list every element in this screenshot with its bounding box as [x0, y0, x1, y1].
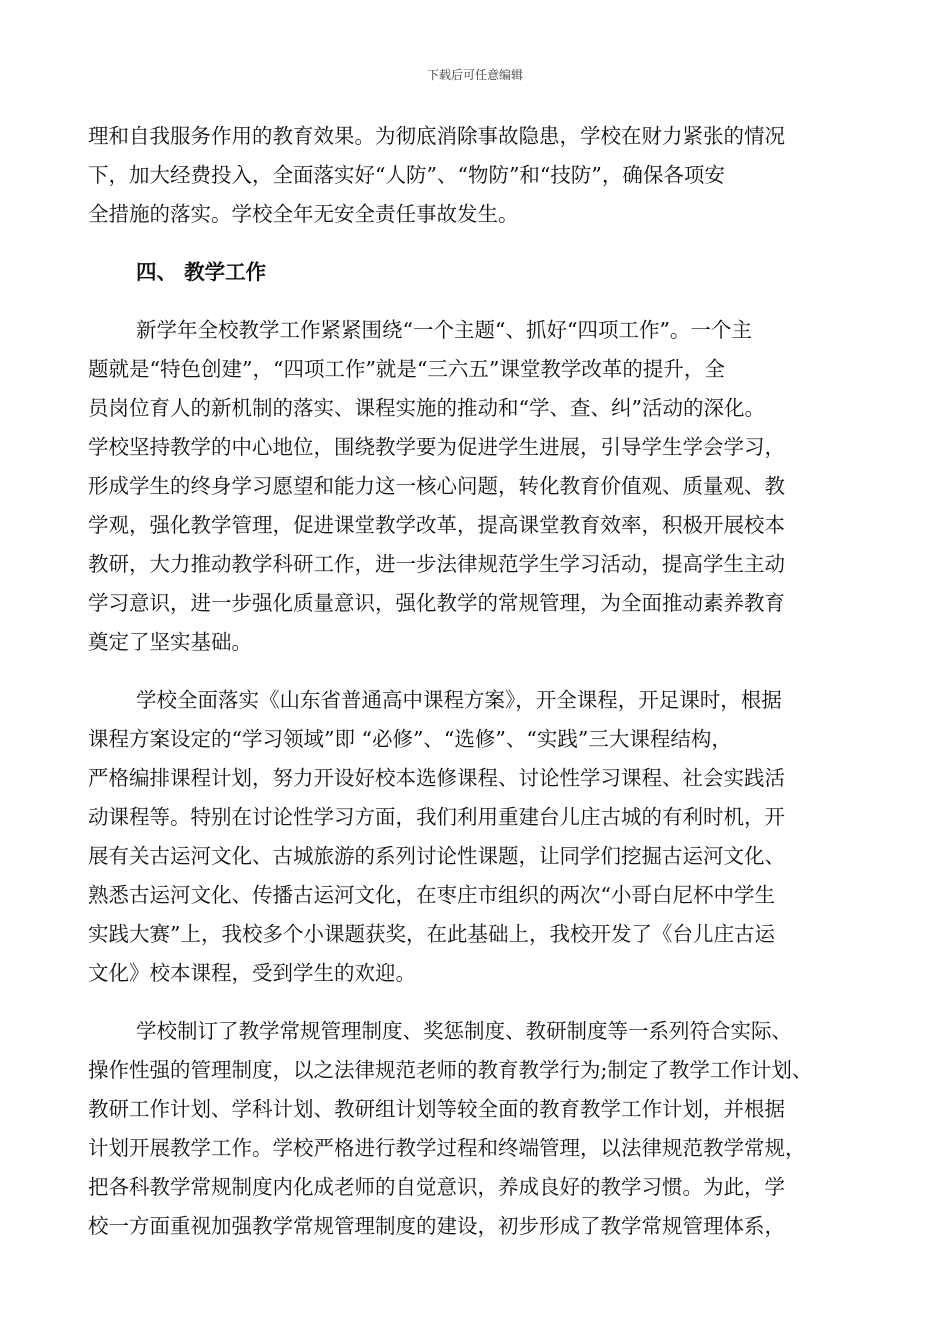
paragraph-line: 形成学生的终身学习愿望和能力这一核心问题，转化教育价值观、质量观、教: [88, 474, 785, 498]
paragraph-line: 学观，强化教学管理，促进课堂教学改革，提高课堂教育效率，积极开展校本: [88, 513, 785, 537]
paragraph-line: 学校坚持教学的中心地位，围绕教学要为促进学生进展，引导学生学会学习，: [88, 435, 785, 459]
paragraph-line: 学校全面落实《山东省普通高中课程方案》，开全课程，开足课时，根据: [136, 688, 782, 712]
page-header: 下载后可任意编辑: [426, 68, 523, 82]
paragraph-line: 熟悉古运河文化、传播古运河文化，在枣庄市组织的两次“小哥白尼杯中学生: [88, 883, 775, 907]
paragraph-line: 实践大赛”上，我校多个小课题获奖，在此基础上，我校开发了《台儿庄古运: [88, 922, 775, 946]
paragraph-line: 全措施的落实。学校全年无安全责任事故发生。: [88, 202, 519, 226]
paragraph-line: 教研，大力推动教学科研工作，进一步法律规范学生学习活动，提高学生主动: [88, 552, 785, 576]
paragraph-line: 操作性强的管理制度，以之法律规范老师的教育教学行为;制定了教学工作计划、: [88, 1058, 813, 1082]
paragraph-line: 新学年全校教学工作紧紧围绕“一个主题“、抓好“四项工作”。一个主: [136, 318, 752, 342]
paragraph-line: 下，加大经费投入，全面落实好“人防”、“物防”和“技防”，确保各项安: [88, 163, 725, 187]
paragraph-line: 教研工作计划、学科计划、教研组计划等较全面的教育教学工作计划，并根据: [88, 1097, 785, 1121]
paragraph-line: 校一方面重视加强教学常规管理制度的建设，初步形成了教学常规管理体系，: [88, 1214, 785, 1238]
paragraph-line: 题就是“特色创建”，“四项工作”就是“三六五”课堂教学改革的提升，全: [88, 357, 725, 381]
paragraph-line: 计划开展教学工作。学校严格进行教学过程和终端管理，以法律规范教学常规，: [88, 1136, 806, 1160]
paragraph-line: 严格编排课程计划，努力开设好校本选修课程、讨论性学习课程、社会实践活: [88, 766, 785, 790]
paragraph-line: 奠定了坚实基础。: [88, 630, 252, 654]
paragraph-line: 课程方案设定的“学习领域”即 “必修”、“选修”、“实践”三大课程结构，: [88, 727, 732, 751]
paragraph-line: 员岗位育人的新机制的落实、课程实施的推动和“学、查、纠”活动的深化。: [88, 396, 765, 420]
section-heading: 四、 教学工作: [136, 260, 267, 284]
paragraph-line: 把各科教学常规制度内化成老师的自觉意识，养成良好的教学习惯。为此，学: [88, 1175, 785, 1199]
paragraph-line: 理和自我服务作用的教育效果。为彻底消除事故隐患，学校在财力紧张的情况: [88, 124, 785, 148]
paragraph-line: 展有关古运河文化、古城旅游的系列讨论性课题，让同学们挖掘古运河文化、: [88, 844, 785, 868]
paragraph-line: 学习意识，进一步强化质量意识，强化教学的常规管理，为全面推动素养教育: [88, 591, 785, 615]
paragraph-line: 学校制订了教学常规管理制度、奖惩制度、教研制度等一系列符合实际、: [136, 1019, 792, 1043]
paragraph-line: 动课程等。特别在讨论性学习方面，我们利用重建台儿庄古城的有利时机，开: [88, 805, 785, 829]
paragraph-line: 文化》校本课程，受到学生的欢迎。: [88, 961, 416, 985]
